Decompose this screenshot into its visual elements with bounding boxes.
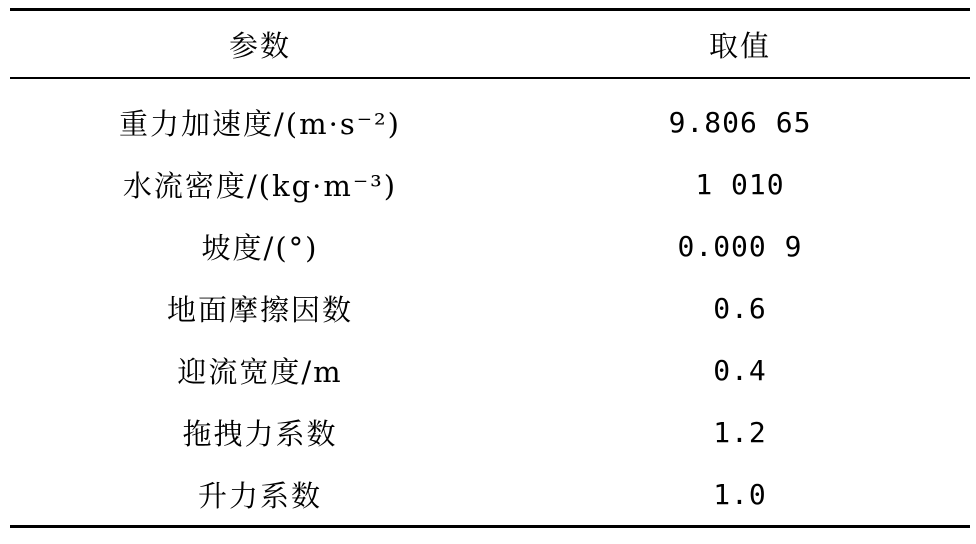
row-value: 0.4	[713, 353, 767, 387]
row-parameter: 水流密度/(kg·m⁻³)	[122, 168, 398, 203]
table-row	[10, 463, 970, 525]
row-parameter: 坡度/(°)	[201, 230, 319, 265]
row-parameter: 迎流宽度/m	[177, 354, 343, 389]
table-body	[10, 79, 970, 525]
row-parameter: 重力加速度/(m·s⁻²)	[119, 106, 401, 141]
table-header-row	[10, 11, 970, 77]
row-value: 1.2	[713, 415, 767, 449]
parameter-table	[10, 8, 970, 525]
table-row	[10, 277, 970, 339]
row-parameter: 地面摩擦因数	[166, 292, 353, 327]
row-value: 0.6	[713, 291, 767, 325]
header-value: 取值	[708, 28, 771, 63]
row-parameter: 升力系数	[197, 478, 322, 513]
table-row	[10, 153, 970, 215]
table-bottom-rule	[10, 525, 970, 528]
header-parameter: 参数	[228, 28, 291, 63]
row-parameter: 拖拽力系数	[182, 416, 338, 451]
row-value: 0.000 9	[677, 229, 803, 263]
row-value: 9.806 65	[668, 105, 812, 139]
table-row	[10, 339, 970, 401]
row-value: 1 010	[695, 167, 785, 201]
row-value: 1.0	[713, 477, 767, 511]
table-row	[10, 215, 970, 277]
table-row	[10, 91, 970, 153]
table-row	[10, 401, 970, 463]
